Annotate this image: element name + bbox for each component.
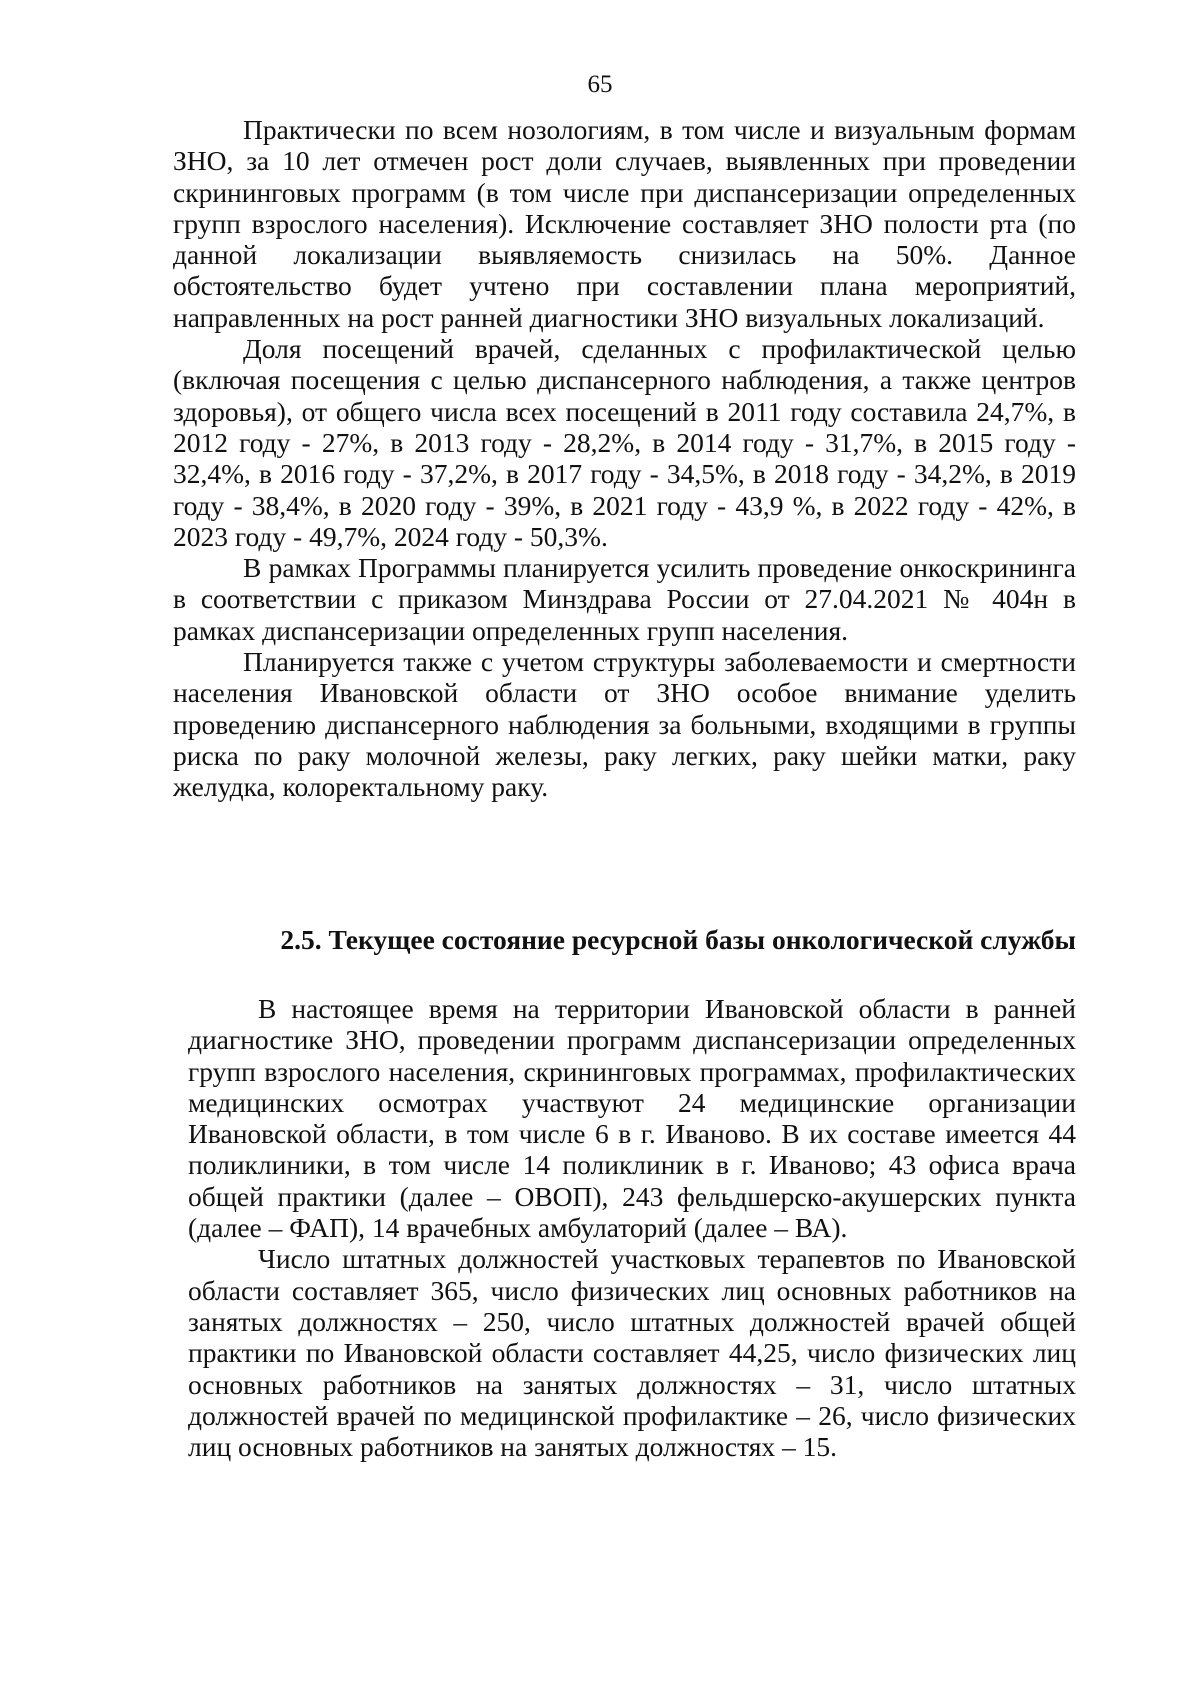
paragraph-screening-trends: Практически по всем нозологиям, в том числе и визуальным формам ЗНО, за 10 лет отмечен рост доли случаев, выявленных при проведении скрининговых программ (в том числе при диспансеризации определенных групп взрослого населения). Исключение составляет ЗНО полости рта (по данной локализации выявляемость снизилась на 50%. Данное обстоятельство будет учтено при составлении плана мероприятий, направленных на рост ранней диагностики ЗНО визуальных локализаций. [173,114,1076,333]
paragraph-risk-groups: Планируется также с учетом структуры заболеваемости и смертности населения Ивановской области от ЗНО особое внимание уделить проведению диспансерного наблюдения за больными, входящими в группы риска по раку молочной железы, раку легких, раку шейки матки, раку желудка, колоректальному раку. [173,646,1076,803]
text-section-screening [173,114,1076,803]
paragraph-preventive-visits: Доля посещений врачей, сделанных с профилактической целью (включая посещения с целью диспансерного наблюдения, а также центров здоровья), от общего числа всех посещений в 2011 году составила 24,7%, в 2012 году - 27%, в 2013 году - 28,2%, в 2014 году - 31,7%, в 2015 году - 32,4%, в 2016 году - 37,2%, в 2017 году - 34,5%, в 2018 году - 34,2%, в 2019 году - 38,4%, в 2020 году - 39%, в 2021 году - 43,9 %, в 2022 году - 42%, в 2023 году - 49,7%, 2024 году - 50,3%. [173,333,1076,552]
paragraph-oncoscreening-plan: В рамках Программы планируется усилить проведение онкоскрининга в соответствии с приказом Минздрава России от 27.04.2021 № 404н в рамках диспансеризации определенных групп населения. [173,552,1076,646]
text-section-resources [188,993,1076,1462]
page-number: 65 [587,71,613,98]
paragraph-medical-organizations: В настоящее время на территории Ивановской области в ранней диагностике ЗНО, проведении программ диспансеризации определенных групп взрослого населения, скрининговых программах, профилактических медицинских осмотрах участвуют 24 медицинские организации Ивановской области, в том числе 6 в г. Иваново. В их составе имеется 44 поликлиники, в том числе 14 поликлиник в г. Иваново; 43 офиса врача общей практики (далее – ОВОП), 243 фельдшерско-акушерских пункта (далее – ФАП), 14 врачебных амбулаторий (далее – ВА). [188,993,1076,1244]
paragraph-staffing: Число штатных должностей участковых терапевтов по Ивановской области составляет 365, число физических лиц основных работников на занятых должностях – 250, число штатных должностей врачей общей практики по Ивановской области составляет 44,25, число физических лиц основных работников на занятых должностях – 31, число штатных должностей врачей по медицинской профилактике – 26, число физических лиц основных работников на занятых должностях – 15. [188,1243,1076,1463]
section-heading: 2.5. Текущее состояние ресурсной базы онкологической службы [280,924,1076,955]
